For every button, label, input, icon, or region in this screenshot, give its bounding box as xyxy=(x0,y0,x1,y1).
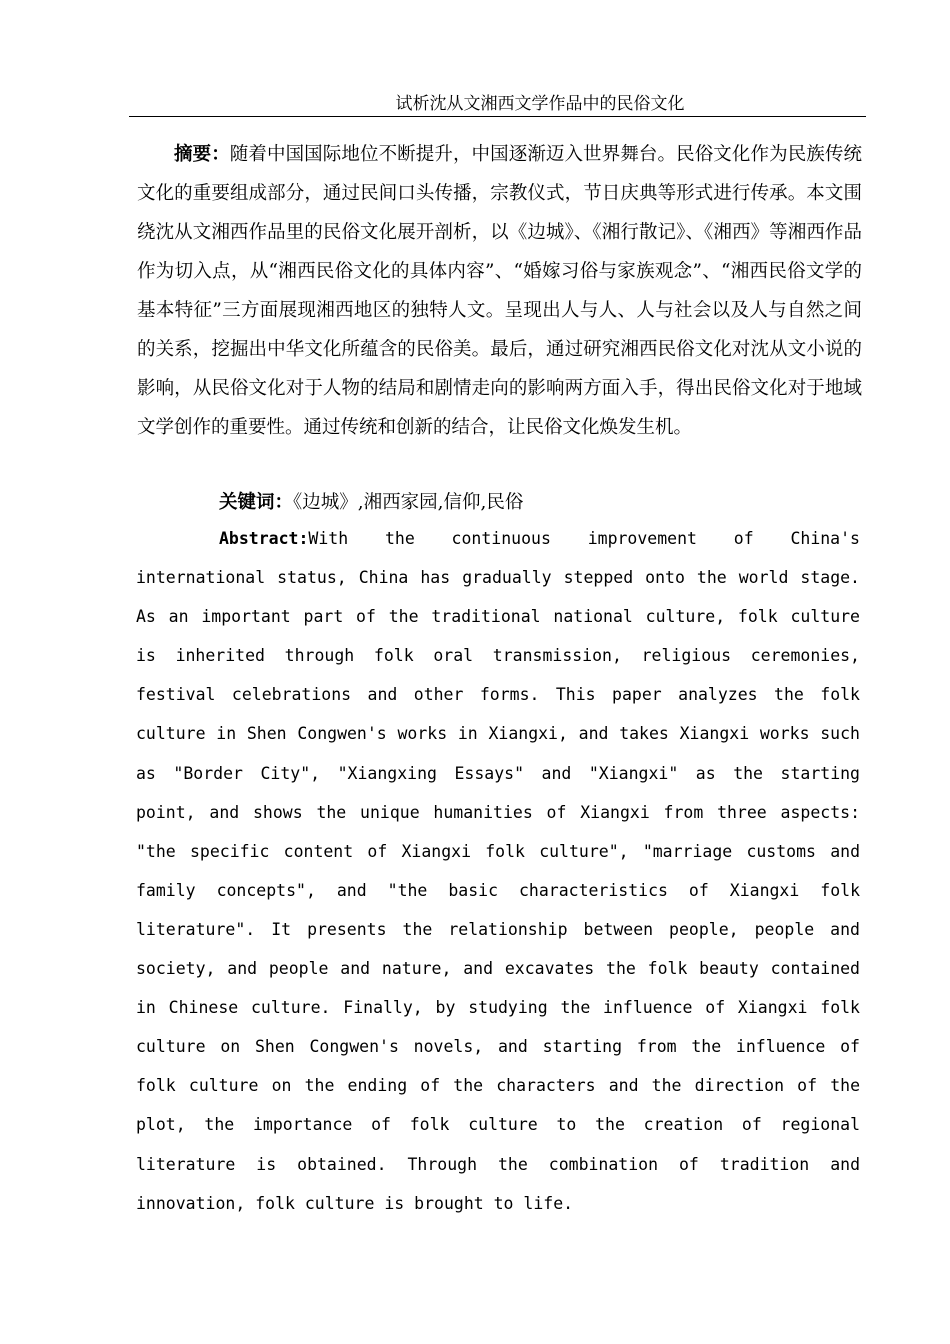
abstract-en-label: Abstract: xyxy=(219,529,309,548)
abstract-en-text: With the continuous improvement of China's international status, China has gradually stepped onto the world stage. As an important part of the traditional national culture, folk culture is inherited through folk oral transmission, religious ceremonies, festival celebrations and other forms. This paper analyzes the folk culture in Shen Congwen's works in Xiangxi, and takes Xiangxi works such as "Border City", "Xiangxing Essays" and "Xiangxi" as the starting point, and shows the unique humanities of Xiangxi from three aspects: "the specific content of Xiangxi folk culture", "marriage customs and family concepts", and "the basic characteristics of Xiangxi folk literature". It presents the relationship between people, people and society, and people and nature, and excavates the folk beauty contained in Chinese culture. Finally, by studying the influence of Xiangxi folk culture on Shen Congwen's novels, and starting from the influence of folk culture on the ending of the characters and the direction of the plot, the importance of folk culture to the creation of regional literature is obtained. Through the combination of tradition and innovation, folk culture is brought to life. xyxy=(136,529,860,1213)
header-divider xyxy=(129,116,866,117)
abstract-en-paragraph xyxy=(136,519,860,1223)
abstract-zh-paragraph xyxy=(137,135,862,447)
page-header-title: 试析沈从文湘西文学作品中的民俗文化 xyxy=(395,94,685,114)
abstract-zh-text: 随着中国国际地位不断提升，中国逐渐迈入世界舞台。民俗文化作为民族传统文化的重要组成部分，通过民间口头传播，宗教仪式，节日庆典等形式进行传承。本文围绕沈从文湘西作品里的民俗文化展开剖析，以《边城》、《湘行散记》、《湘西》等湘西作品作为切入点，从“湘西民俗文化的具体内容”、“婚嫁习俗与家族观念”、“湘西民俗文学的基本特征”三方面展现湘西地区的独特人文。呈现出人与人、人与社会以及人与自然之间的关系，挖掘出中华文化所蕴含的民俗美。最后，通过研究湘西民俗文化对沈从文小说的影响，从民俗文化对于人物的结局和剧情走向的影响两方面入手，得出民俗文化对于地域文学创作的重要性。通过传统和创新的结合，让民俗文化焕发生机。 xyxy=(137,144,862,438)
keywords-text: 《边城》,湘西家园,信仰,民俗 xyxy=(293,492,524,513)
keywords-line xyxy=(219,483,523,522)
keywords-label: 关键词： xyxy=(219,492,294,513)
abstract-zh-label: 摘要： xyxy=(174,144,230,165)
